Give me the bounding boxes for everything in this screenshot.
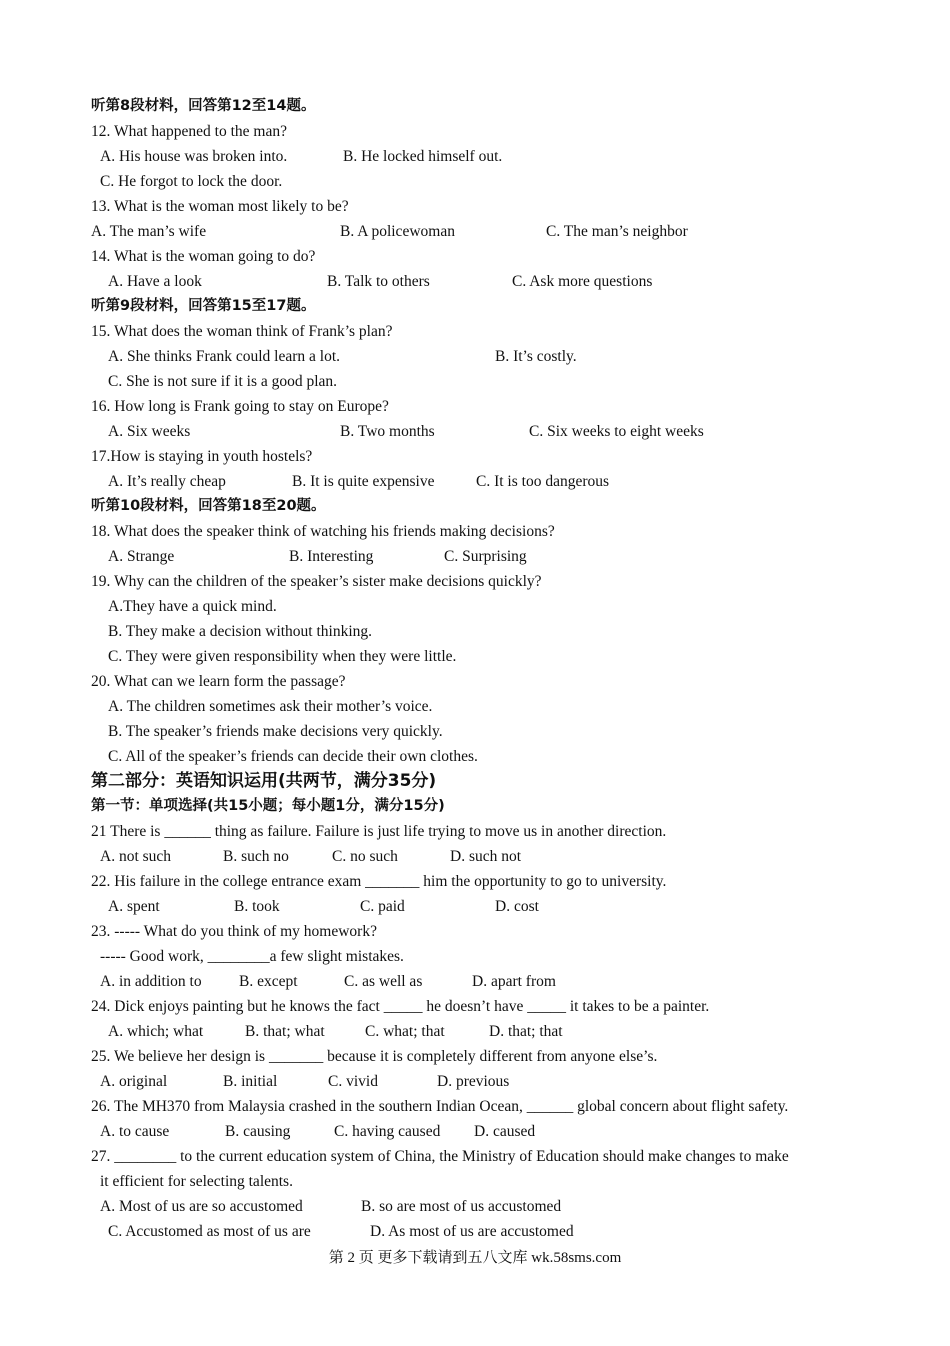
option-d: D. such not: [450, 848, 522, 865]
option-a: A. original: [100, 1073, 168, 1090]
question-stem: 14. What is the woman going to do?: [91, 248, 316, 265]
option-a: A. in addition to: [100, 973, 202, 990]
option-c: C. He forgot to lock the door.: [100, 173, 283, 190]
option-d: D. apart from: [472, 973, 556, 990]
question-stem: 24. Dick enjoys painting but he knows the fact _____ he doesn’t have _____ it takes to be a painter.: [91, 998, 710, 1015]
option-b: B. Interesting: [289, 548, 374, 565]
options-13: [91, 219, 891, 244]
section-heading-10: [91, 494, 891, 519]
question-stem: 18. What does the speaker think of watching his friends making decisions?: [91, 523, 555, 540]
option-b: B. The speaker’s friends make decisions very quickly.: [108, 723, 443, 740]
question-stem: 23. ----- What do you think of my homework?: [91, 923, 377, 940]
part-two-heading-text: 第二部分：英语知识运用(共两节，满分35分): [91, 771, 437, 791]
options-26: [91, 1119, 891, 1144]
option-b: B. Two months: [340, 423, 435, 440]
options-15: [91, 344, 891, 369]
option-20-b: [91, 719, 891, 744]
option-a: A.They have a quick mind.: [108, 598, 277, 615]
question-23-line2: [91, 944, 891, 969]
question-19: [91, 569, 891, 594]
option-d: D. that; that: [489, 1023, 563, 1040]
option-19-a: [91, 594, 891, 619]
option-c: C. paid: [360, 898, 405, 915]
option-a: A. not such: [100, 848, 172, 865]
option-a: A. The children sometimes ask their mother’s voice.: [108, 698, 433, 715]
option-19-c: [91, 644, 891, 669]
option-b: B. It’s costly.: [495, 348, 577, 365]
option-a: A. Have a look: [108, 273, 202, 290]
question-27: [91, 1144, 891, 1169]
option-b: B. that; what: [245, 1023, 325, 1040]
option-b: B. Talk to others: [327, 273, 430, 290]
option-a: A. to cause: [100, 1123, 170, 1140]
options-18: [91, 544, 891, 569]
question-stem: 17.How is staying in youth hostels?: [91, 448, 313, 465]
option-a: A. She thinks Frank could learn a lot.: [108, 348, 341, 365]
question-26: [91, 1094, 891, 1119]
option-b: B. initial: [223, 1073, 278, 1090]
option-a: A. Six weeks: [108, 423, 191, 440]
option-c: C. no such: [332, 848, 398, 865]
option-a: A. which; what: [108, 1023, 204, 1040]
option-c: C. vivid: [328, 1073, 378, 1090]
question-stem: 21 There is ______ thing as failure. Failure is just life trying to move us in another direction.: [91, 823, 667, 840]
options-12: [91, 144, 891, 169]
option-20-a: [91, 694, 891, 719]
option-19-b: [91, 619, 891, 644]
section-heading-8-text: 听第8段材料，回答第12至14题。: [91, 98, 316, 114]
question-24: [91, 994, 891, 1019]
option-d: D. caused: [474, 1123, 536, 1140]
question-stem: 13. What is the woman most likely to be?: [91, 198, 349, 215]
option-c: C. She is not sure if it is a good plan.: [108, 373, 338, 390]
question-stem: 15. What does the woman think of Frank’s plan?: [91, 323, 393, 340]
part-two-heading: [91, 769, 891, 794]
options-23: [91, 969, 891, 994]
option-b: B. causing: [225, 1123, 291, 1140]
part-two-section-one-text: 第一节：单项选择(共15小题；每小题1分，满分15分): [91, 798, 445, 814]
question-22: [91, 869, 891, 894]
options-17: [91, 469, 891, 494]
option-c: C. Ask more questions: [512, 273, 653, 290]
options-27-cd: [91, 1219, 891, 1244]
option-20-c: [91, 744, 891, 769]
question-13: [91, 194, 891, 219]
option-a: A. Most of us are so accustomed: [100, 1198, 303, 1215]
option-b: B. It is quite expensive: [292, 473, 435, 490]
question-14: [91, 244, 891, 269]
option-a: A. Strange: [108, 548, 175, 565]
option-b: B. A policewoman: [340, 223, 455, 240]
option-b: B. except: [239, 973, 298, 990]
question-stem: 25. We believe her design is _______ because it is completely different from anyone else’s.: [91, 1048, 658, 1065]
section-heading-8: [91, 94, 891, 119]
option-b: B. so are most of us accustomed: [361, 1198, 562, 1215]
question-12: [91, 119, 891, 144]
options-14: [91, 269, 891, 294]
options-22: [91, 894, 891, 919]
options-15-c: [91, 369, 891, 394]
options-24: [91, 1019, 891, 1044]
option-c: C. All of the speaker’s friends can decide their own clothes.: [108, 748, 478, 765]
question-stem: 26. The MH370 from Malaysia crashed in the southern Indian Ocean, ______ global concern about flight safety.: [91, 1098, 789, 1115]
question-stem: 20. What can we learn form the passage?: [91, 673, 346, 690]
option-c: C. Accustomed as most of us are: [108, 1223, 311, 1240]
option-a: A. spent: [108, 898, 160, 915]
option-c: C. They were given responsibility when they were little.: [108, 648, 457, 665]
option-a: A. It’s really cheap: [108, 473, 226, 490]
question-stem-line2: ----- Good work, ________a few slight mistakes.: [100, 948, 404, 965]
section-heading-10-text: 听第10段材料，回答第18至20题。: [91, 498, 326, 514]
page-footer: 第 2 页 更多下载请到五八文库 wk.58sms.com: [328, 1250, 622, 1266]
option-d: D. previous: [437, 1073, 510, 1090]
section-heading-9: [91, 294, 891, 319]
question-27-line2: [91, 1169, 891, 1194]
question-stem: 22. His failure in the college entrance exam _______ him the opportunity to go to university.: [91, 873, 667, 890]
options-16: [91, 419, 891, 444]
option-c: C. as well as: [344, 973, 423, 990]
question-stem: 19. Why can the children of the speaker’s sister make decisions quickly?: [91, 573, 542, 590]
option-a: A. His house was broken into.: [100, 148, 288, 165]
options-21: [91, 844, 891, 869]
question-15: [91, 319, 891, 344]
question-23: [91, 919, 891, 944]
question-16: [91, 394, 891, 419]
option-c: C. The man’s neighbor: [546, 223, 688, 240]
question-17: [91, 444, 891, 469]
question-25: [91, 1044, 891, 1069]
option-b: B. He locked himself out.: [343, 148, 503, 165]
option-d: D. cost: [495, 898, 539, 915]
option-c: C. Six weeks to eight weeks: [529, 423, 704, 440]
section-heading-9-text: 听第9段材料，回答第15至17题。: [91, 298, 316, 314]
options-12-c: [91, 169, 891, 194]
option-b: B. such no: [223, 848, 289, 865]
part-two-section-one-heading: [91, 794, 891, 819]
option-c: C. It is too dangerous: [476, 473, 610, 490]
option-c: C. what; that: [365, 1023, 445, 1040]
question-21: [91, 819, 891, 844]
question-stem-line2: it efficient for selecting talents.: [100, 1173, 293, 1190]
option-d: D. As most of us are accustomed: [370, 1223, 574, 1240]
options-25: [91, 1069, 891, 1094]
options-27-ab: [91, 1194, 891, 1219]
question-stem: 12. What happened to the man?: [91, 123, 287, 140]
option-c: C. having caused: [334, 1123, 441, 1140]
option-c: C. Surprising: [444, 548, 527, 565]
question-stem: 16. How long is Frank going to stay on Europe?: [91, 398, 389, 415]
option-b: B. They make a decision without thinking.: [108, 623, 373, 640]
question-20: [91, 669, 891, 694]
question-stem: 27. ________ to the current education system of China, the Ministry of Education should make changes to make: [91, 1148, 789, 1165]
option-a: A. The man’s wife: [91, 223, 207, 240]
option-b: B. took: [234, 898, 280, 915]
question-18: [91, 519, 891, 544]
